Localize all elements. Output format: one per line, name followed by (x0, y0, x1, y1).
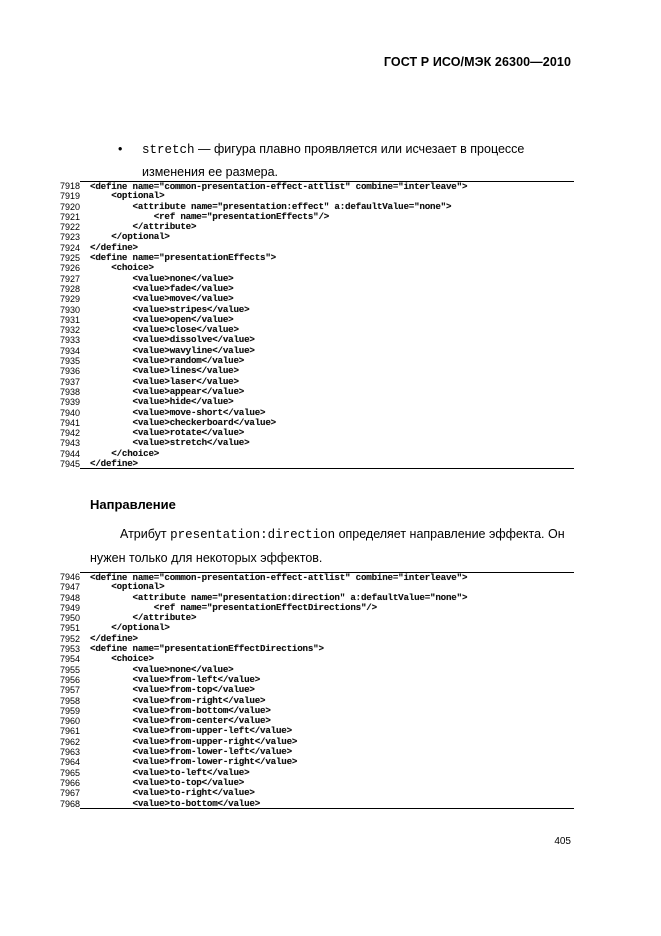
code-block-1 (54, 181, 574, 469)
line-number: 7932 (59, 325, 80, 336)
code-text: </define> (90, 632, 138, 644)
line-number: 7966 (59, 777, 80, 788)
code-line (54, 397, 574, 407)
section-paragraph (90, 523, 573, 570)
code-text: <value>stretch</value> (90, 437, 250, 449)
code-text: </define> (90, 241, 138, 253)
line-number: 7943 (59, 438, 80, 449)
line-number: 7961 (59, 726, 80, 737)
paragraph-line-1 (90, 523, 573, 547)
line-number: 7946 (59, 572, 80, 582)
line-number: 7923 (59, 232, 80, 243)
code-text: </attribute> (90, 221, 197, 233)
line-number: 7963 (59, 747, 80, 758)
code-text: <attribute name="presentation:direction" a:defaultValue="none"> (90, 591, 468, 603)
code-block-2 (54, 572, 574, 809)
code-text: <value>dissolve</value> (90, 334, 255, 346)
line-number: 7920 (59, 201, 80, 212)
code-line (54, 799, 574, 809)
code-text: <value>from-center</value> (90, 715, 271, 727)
line-number: 7919 (59, 191, 80, 202)
line-number: 7931 (59, 314, 80, 325)
paragraph-text: Атрибут (120, 527, 171, 541)
bullet-text: — фигура плавно проявляется или исчезает в процессе (194, 142, 525, 156)
line-number: 7957 (59, 685, 80, 696)
code-text: <optional> (90, 581, 165, 593)
code-text: <value>from-top</value> (90, 684, 255, 696)
code-text: </optional> (90, 622, 170, 634)
line-number: 7954 (59, 654, 80, 665)
line-number: 7942 (59, 428, 80, 439)
document-header: ГОСТ Р ИСО/МЭК 26300—2010 (383, 55, 571, 69)
line-number: 7941 (59, 417, 80, 428)
bullet-term: stretch (142, 143, 195, 157)
code-text: </optional> (90, 231, 170, 243)
line-number: 7934 (59, 345, 80, 356)
paragraph-line-2: нужен только для некоторых эффектов. (90, 551, 323, 565)
line-number: 7938 (59, 386, 80, 397)
code-text: <value>from-lower-left</value> (90, 746, 292, 758)
line-number: 7922 (59, 222, 80, 233)
code-text: <value>laser</value> (90, 375, 239, 387)
line-number: 7960 (59, 716, 80, 727)
line-number: 7940 (59, 407, 80, 418)
line-number: 7968 (59, 798, 80, 809)
code-text: <value>to-left</value> (90, 766, 250, 778)
code-text: <value>to-top</value> (90, 776, 245, 788)
code-text: <value>fade</value> (90, 282, 234, 294)
code-line (54, 459, 574, 469)
code-text: <value>wavyline</value> (90, 344, 255, 356)
line-number: 7950 (59, 613, 80, 624)
code-text: <value>random</value> (90, 355, 245, 367)
line-number: 7926 (59, 263, 80, 274)
code-line (54, 788, 574, 798)
line-number: 7964 (59, 757, 80, 768)
line-number: 7935 (59, 356, 80, 367)
code-text: <value>none</value> (90, 663, 234, 675)
bullet-marker: • (118, 142, 123, 156)
paragraph-text-cont: определяет направление эффекта. Он (335, 527, 565, 541)
line-number: 7918 (59, 181, 80, 191)
code-text: <value>move-short</value> (90, 406, 266, 418)
line-number: 7925 (59, 253, 80, 264)
code-text: <define name="common-presentation-effect-attlist" combine="interleave"> (80, 572, 574, 582)
line-number: 7927 (59, 273, 80, 284)
code-text: <value>lines</value> (90, 365, 239, 377)
code-text: <value>from-upper-right</value> (90, 735, 298, 747)
line-number: 7958 (59, 695, 80, 706)
line-number: 7953 (59, 644, 80, 655)
bullet-item (118, 138, 573, 183)
code-text: <value>from-left</value> (90, 673, 261, 685)
line-number: 7921 (59, 211, 80, 222)
bullet-line-2: изменения ее размера. (142, 165, 279, 179)
code-text: <value>checkerboard</value> (90, 416, 276, 428)
bullet-line-1 (118, 138, 573, 161)
code-text: </choice> (90, 447, 160, 459)
line-number: 7947 (59, 582, 80, 593)
line-number: 7952 (59, 633, 80, 644)
line-number: 7928 (59, 283, 80, 294)
line-number: 7955 (59, 664, 80, 675)
code-text: <value>move</value> (90, 293, 234, 305)
code-text: <define name="presentationEffects"> (90, 252, 276, 264)
code-text: <value>from-bottom</value> (90, 704, 271, 716)
code-text: <value>appear</value> (90, 385, 245, 397)
line-number: 7936 (59, 366, 80, 377)
line-number: 7944 (59, 448, 80, 459)
code-text: <value>from-right</value> (90, 694, 266, 706)
line-number: 7959 (59, 705, 80, 716)
code-text: <value>none</value> (90, 272, 234, 284)
line-number: 7965 (59, 767, 80, 778)
line-number: 7939 (59, 397, 80, 408)
code-text: <value>from-upper-left</value> (90, 725, 292, 737)
line-number: 7956 (59, 674, 80, 685)
code-text: <ref name="presentationEffects"/> (90, 210, 330, 222)
code-text: <attribute name="presentation:effect" a:defaultValue="none"> (90, 200, 452, 212)
line-number: 7948 (59, 592, 80, 603)
code-text: <value>stripes</value> (90, 303, 250, 315)
line-number: 7945 (59, 459, 80, 470)
line-number: 7929 (59, 294, 80, 305)
section-heading: Направление (90, 497, 176, 512)
code-text: </define> (80, 459, 574, 469)
code-text: <value>close</value> (90, 324, 239, 336)
line-number: 7962 (59, 736, 80, 747)
line-number: 7937 (59, 376, 80, 387)
code-text: <value>rotate</value> (90, 427, 245, 439)
paragraph-code: presentation:direction (170, 528, 336, 542)
code-text: <value>to-bottom</value> (80, 799, 574, 809)
code-text: <define name="common-presentation-effect-attlist" combine="interleave"> (80, 181, 574, 191)
line-number: 7924 (59, 242, 80, 253)
code-text: <value>to-right</value> (90, 787, 255, 799)
code-text: </attribute> (90, 612, 197, 624)
line-number: 7949 (59, 602, 80, 613)
line-number: 7951 (59, 623, 80, 634)
line-number: 7930 (59, 304, 80, 315)
page-number: 405 (554, 836, 571, 847)
code-text: <optional> (90, 190, 165, 202)
code-text: <define name="presentationEffectDirections"> (90, 643, 324, 655)
code-text: <value>from-lower-right</value> (90, 756, 298, 768)
line-number: 7967 (59, 788, 80, 799)
code-text: <value>hide</value> (90, 396, 234, 408)
code-text: <choice> (90, 262, 154, 274)
code-text: <ref name="presentationEffectDirections"/> (90, 601, 377, 613)
code-text: <value>open</value> (90, 313, 234, 325)
line-number: 7933 (59, 335, 80, 346)
code-text: <choice> (90, 653, 154, 665)
